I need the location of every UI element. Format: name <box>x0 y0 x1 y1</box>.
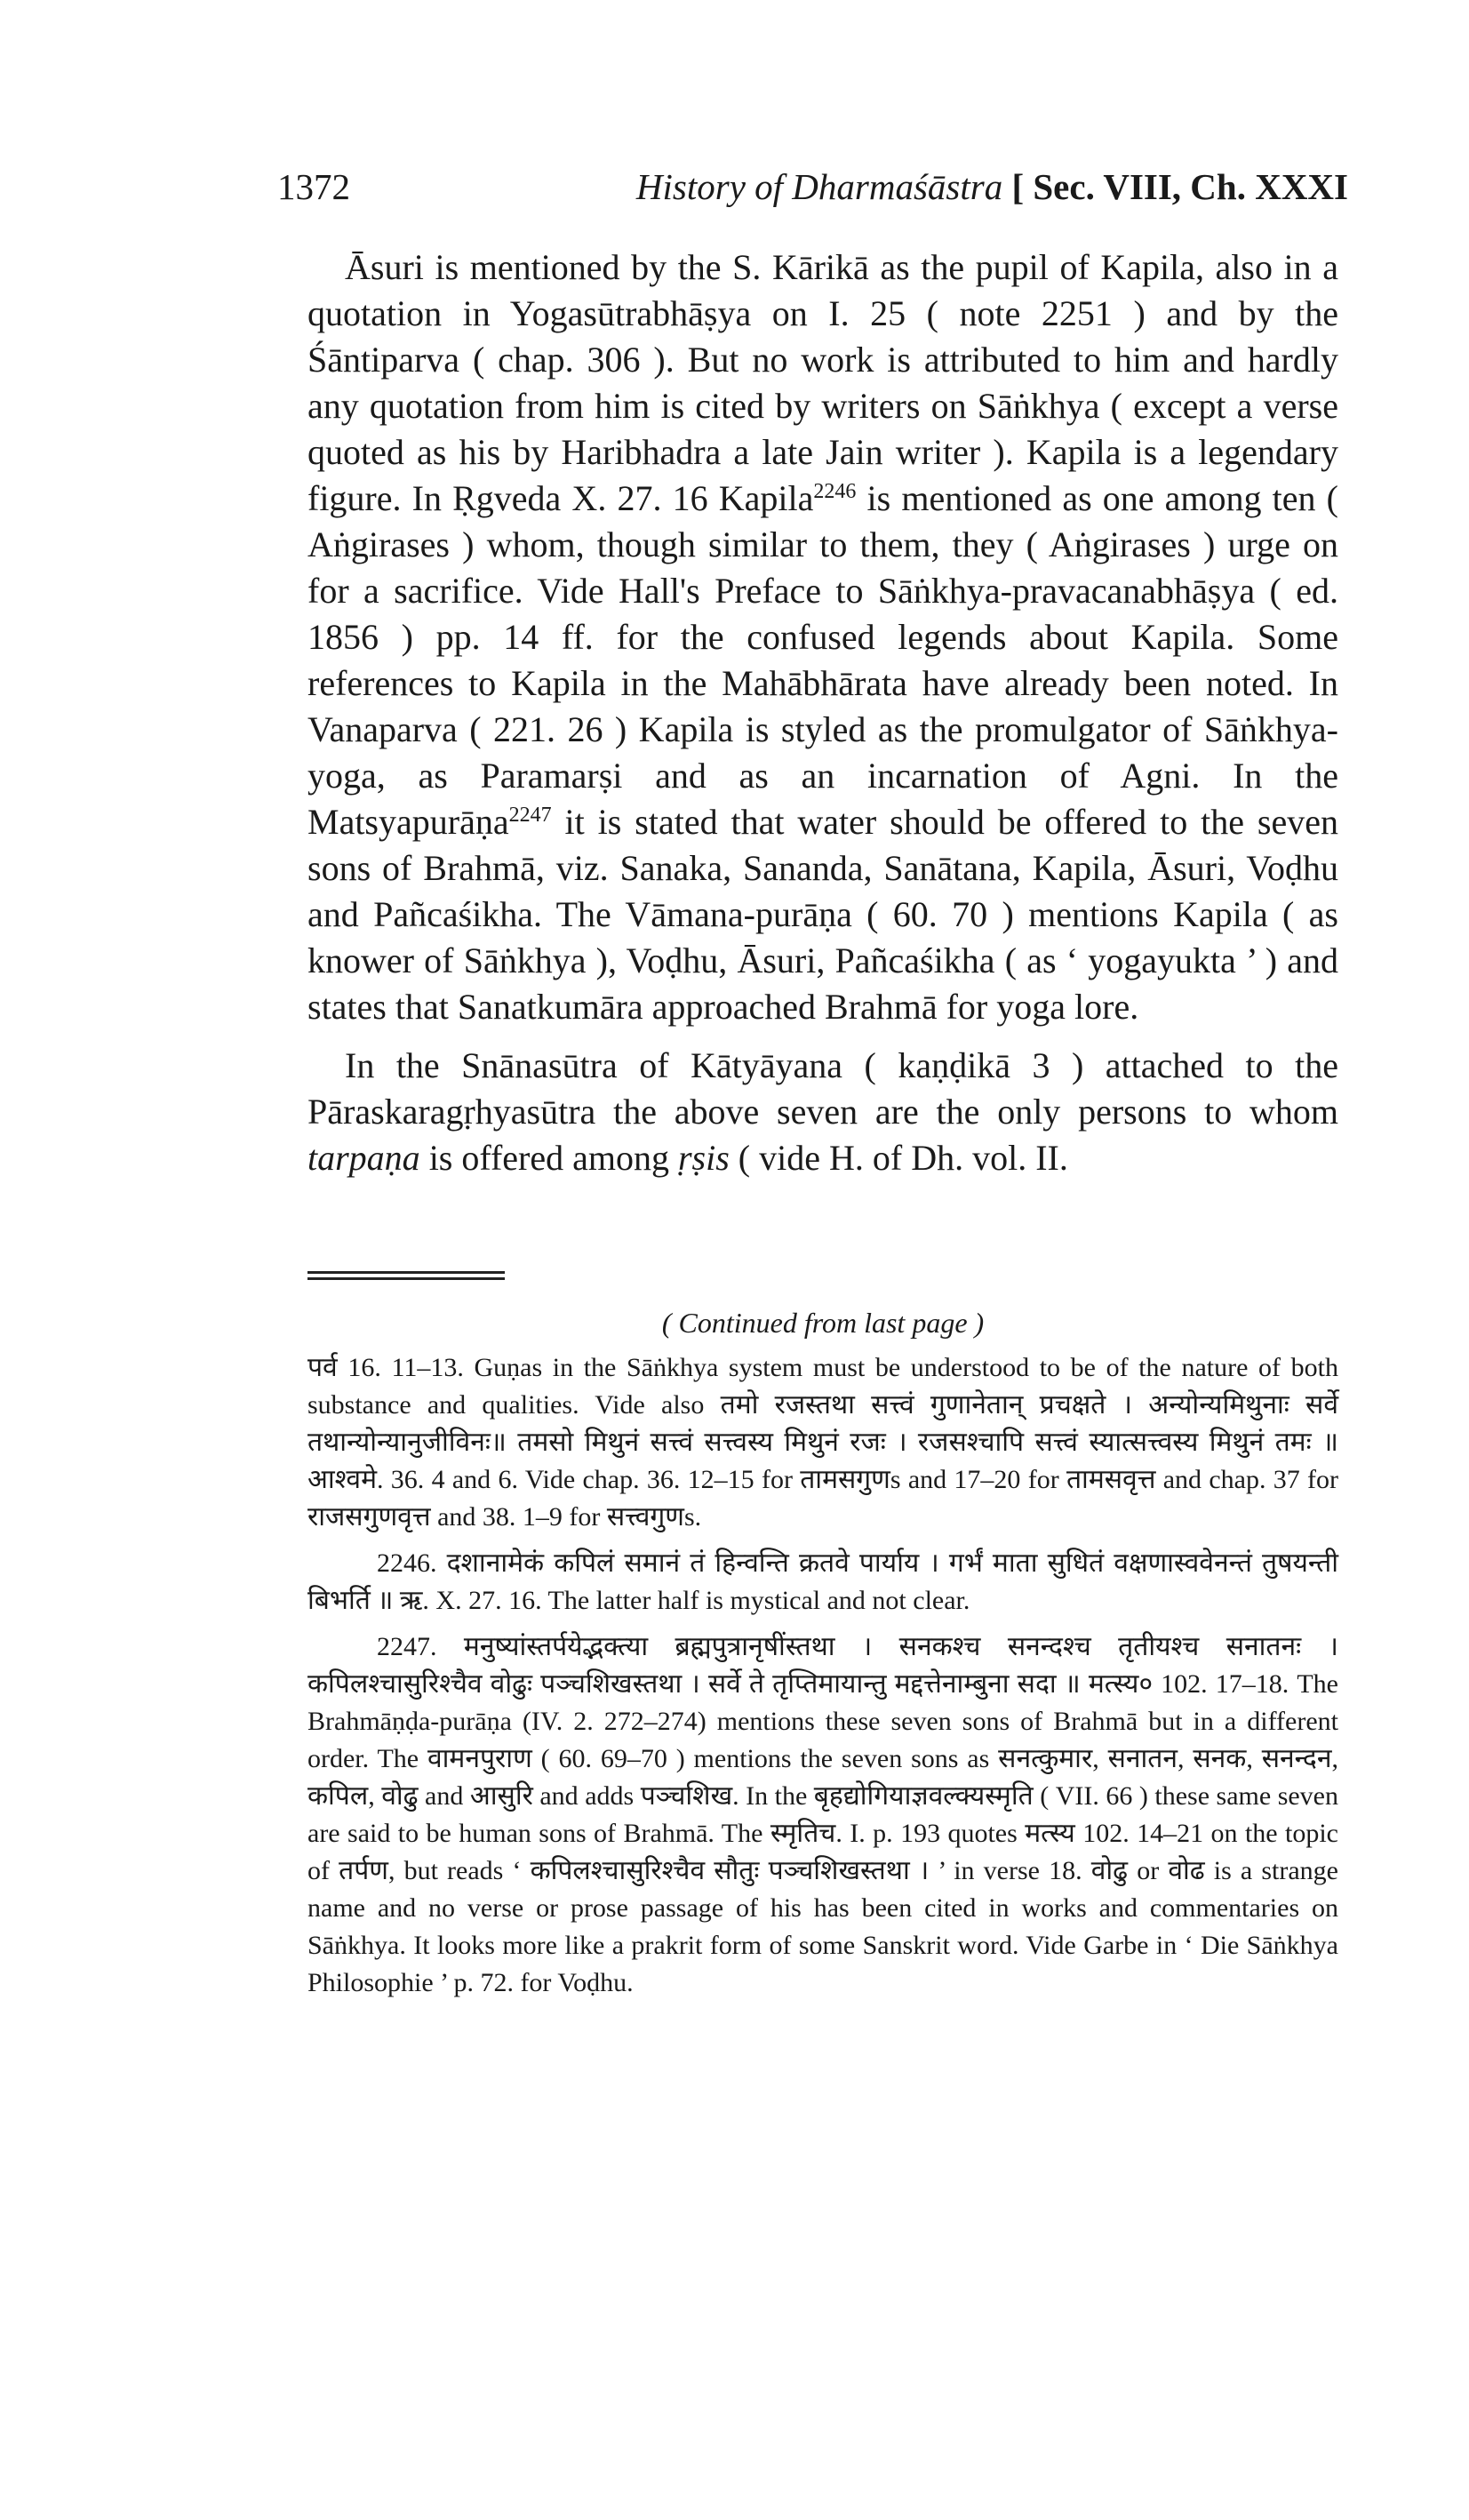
section-label: [ Sec. VIII, Ch. XXXI <box>1011 166 1348 207</box>
book-title: History of Dharmaśāstra <box>635 166 1003 207</box>
body-paragraph: In the Snānasūtra of Kātyāyana ( kaṇḍikā 3 ) attached to the Pāraskaragṛhyasūtra the above seven are the only persons to whom tarpaṇa is offered among ṛṣis ( vide H. of Dh. vol. II. <box>307 1045 1338 1178</box>
continued-note: ( Continued from last page ) <box>661 1307 985 1339</box>
page-number: 1372 <box>277 166 350 207</box>
footnote-ref: 2247 <box>508 804 552 827</box>
footnote-continued: पर्व 16. 11–13. Guṇas in the Sāṅkhya system must be understood to be of the nature of both substance and qualities. Vide also तमो रजस्तथा सत्त्वं गुणानेतान् प्रचक्षते । अन्योन्यमिथुनाः सर्वे तथान्योन्यानुजीविनः॥ तमसो मिथुनं सत्त्वं सत्त्वस्य मिथुनं रजः । रजसश्चापि सत्त्वं स्यात्सत्त्वस्य मिथुनं तमः ॥ आश्वमे. 36. 4 and 6. Vide chap. 36. 12–15 for तामसगुणs and 17–20 for तामसवृत्त and chap. 37 for राजसगुणवृत्त and 38. 1–9 for सत्त्वगुणs. <box>307 1353 1338 1532</box>
body-paragraph: Āsuri is mentioned by the S. Kārikā as the pupil of Kapila, also in a quotation in Yogasūtrabhāṣya on I. 25 ( note 2251 ) and by the Śāntiparva ( chap. 306 ). But no work is attributed to him and hardly any quotation from him is cited by writers on Sāṅkhya ( except a verse quoted as his by Haribhadra a late Jain writer ). Kapila is a legendary figure. In Ṛgveda X. 27. 16 Kapila$^{2246}$ is mentioned as one among ten ( Aṅgirases ) whom, though similar to them, they ( Aṅgirases ) urge on for a sacrifice. Vide Hall's Preface to Sāṅkhya-pravacanabhāṣya ( ed. 1856 ) pp. 14 ff. for the confused legends about Kapila. Some references to Kapila in the Mahābhārata have already been noted. In Vanaparva ( 221. 26 ) Kapila is styled as the promulgator of Sāṅkhya-yoga, as Paramarṣi and as an incarnation of Agni. In the Matsyapurāṇa$^{2247}$ it is stated that water should be offered to the seven sons of Brahmā, viz. Sanaka, Sananda, Sanātana, Kapila, Āsuri, Voḍhu and Pañcaśikha. The Vāmana-purāṇa ( 60. 70 ) mentions Kapila ( as knower of Sāṅkhya ), Voḍhu, Āsuri, Pañcaśikha ( as ‘ yogayukta ’ ) and states that Sanatkumāra approached Brahmā for yoga lore. <box>307 247 1339 1027</box>
main-text <box>307 244 1338 1181</box>
footnotes <box>307 1349 1338 2002</box>
footnote-2246: 2246. दशानामेकं कपिलं समानं तं हिन्वन्ति क्रतवे पार्याय । गर्भं माता सुधितं वक्षणास्ववेनन्तं तुषयन्ती बिभर्ति ॥ ऋ. X. 27. 16. The latter half is mystical and not clear. <box>307 1548 1338 1615</box>
running-header <box>277 158 1348 215</box>
running-title <box>636 158 1348 215</box>
footnote-2247: 2247. मनुष्यांस्तर्पयेद्भक्त्या ब्रह्मपुत्रानृषींस्तथा । सनकश्च सनन्दश्च तृतीयश्च सनातनः । कपिलश्चासुरिश्चैव वोढुः पञ्चशिखस्तथा । सर्वे ते तृप्तिमायान्तु मद्दत्तेनाम्बुना सदा ॥ मत्स्य० 102. 17–18. The Brahmāṇḍa-purāṇa (IV. 2. 272–274) mentions these seven sons of Brahmā but in a different order. The वामनपुराण ( 60. 69–70 ) mentions the seven sons as सनत्कुमार, सनातन, सनक, सनन्दन, कपिल, वोढु and आसुरि and adds पञ्चशिख. In the बृहद्योगियाज्ञवल्क्यस्मृति ( VII. 66 ) these same seven are said to be human sons of Brahmā. The स्मृतिच. I. p. 193 quotes मत्स्य 102. 14–21 on the topic of तर्पण, but reads ‘ कपिलश्चासुरिश्चैव सौतुः पञ्चशिखस्तथा । ’ in verse 18. वोढु or वोढ is a strange name and no verse or prose passage of his has been cited in works and commentaries on Sāṅkhya. It looks more like a prakrit form of some Sanskrit word. Vide Garbe in ‘ Die Sāṅkhya Philosophie ’ p. 72. for Voḍhu. <box>307 1632 1338 1997</box>
footnote-ref: 2246 <box>813 480 857 503</box>
footnote-separator <box>307 1271 505 1280</box>
